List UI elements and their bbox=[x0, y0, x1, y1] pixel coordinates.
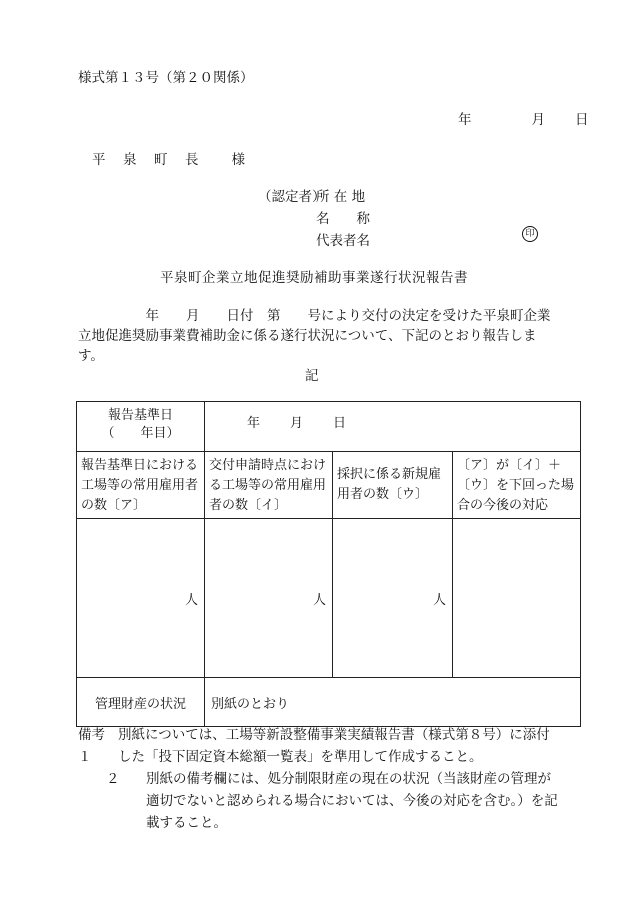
body-text: 年 月 日付 第 号により交付の決定を受けた平泉町企業立地促進奨励事業費補助金に係る遂行状況について、下記のとおり報告します。 bbox=[78, 308, 551, 364]
notes bbox=[78, 724, 558, 834]
unit-label: 人 bbox=[432, 592, 446, 608]
date-month: 月 bbox=[531, 112, 545, 128]
applicant-name-label: 名 称 bbox=[316, 211, 370, 227]
unit-label: 人 bbox=[312, 592, 326, 608]
applicant-block bbox=[258, 186, 416, 252]
base-date-label-1: 報告基準日 bbox=[107, 408, 173, 423]
value-cell-b[interactable] bbox=[205, 519, 333, 678]
col-header-c: 採択に係る新規雇用者の数〔ウ〕 bbox=[333, 452, 453, 519]
col-header-d: 〔ア〕が〔イ〕＋〔ウ〕を下回った場合の今後の対応 bbox=[453, 452, 581, 519]
table-row bbox=[77, 519, 581, 678]
value-cell-d[interactable] bbox=[453, 519, 581, 678]
document-title: 平泉町企業立地促進奨励補助事業遂行状況報告書 bbox=[160, 270, 468, 286]
report-table bbox=[76, 401, 581, 727]
note-text: 別紙の備考欄には、処分制限財産の現在の状況（当該財産の管理が適切でないと認められる場合においては、今後の対応を含む。）を記載すること。 bbox=[146, 771, 558, 831]
base-date-value[interactable] bbox=[205, 402, 581, 452]
note-item bbox=[78, 724, 558, 768]
table-row bbox=[77, 402, 581, 452]
table-row bbox=[77, 678, 581, 727]
applicant-address-label: 所 在 地 bbox=[316, 189, 366, 205]
date-line bbox=[458, 108, 589, 128]
note-text: 別紙については、工場等新設整備事業実績報告書（様式第８号）に添付した「投下固定資本総額一覧表」を準用して作成すること。 bbox=[118, 727, 550, 765]
note-item bbox=[78, 768, 558, 834]
col-header-a: 報告基準日における工場等の常用雇用者の数〔ア〕 bbox=[77, 452, 205, 519]
mgmt-label: 管理財産の状況 bbox=[77, 678, 205, 727]
table-row bbox=[77, 452, 581, 519]
form-number: 様式第１３号（第２０関係） bbox=[78, 70, 254, 86]
applicant-rep-label: 代表者名 bbox=[316, 233, 370, 249]
base-date-month: 月 bbox=[290, 416, 304, 431]
mgmt-value: 別紙のとおり bbox=[205, 678, 581, 727]
addressee: 平 泉 町 長 様 bbox=[92, 152, 247, 168]
ki-heading: 記 bbox=[305, 368, 319, 384]
applicant-prefix: （認定者） bbox=[258, 189, 326, 205]
base-date-label bbox=[77, 402, 205, 452]
note-number: 備考１ bbox=[78, 727, 105, 765]
seal-mark: 印 bbox=[522, 226, 538, 242]
note-number: ２ bbox=[106, 771, 120, 787]
date-year: 年 bbox=[458, 112, 472, 128]
value-cell-a[interactable] bbox=[77, 519, 205, 678]
date-day: 日 bbox=[575, 112, 589, 128]
col-header-b: 交付申請時点における工場等の常用雇用者の数〔イ〕 bbox=[205, 452, 333, 519]
unit-label: 人 bbox=[184, 592, 198, 608]
base-date-day: 日 bbox=[333, 416, 347, 431]
base-date-year: 年 bbox=[247, 416, 261, 431]
value-cell-c[interactable] bbox=[333, 519, 453, 678]
base-date-label-2: （ 年目） bbox=[101, 426, 180, 441]
